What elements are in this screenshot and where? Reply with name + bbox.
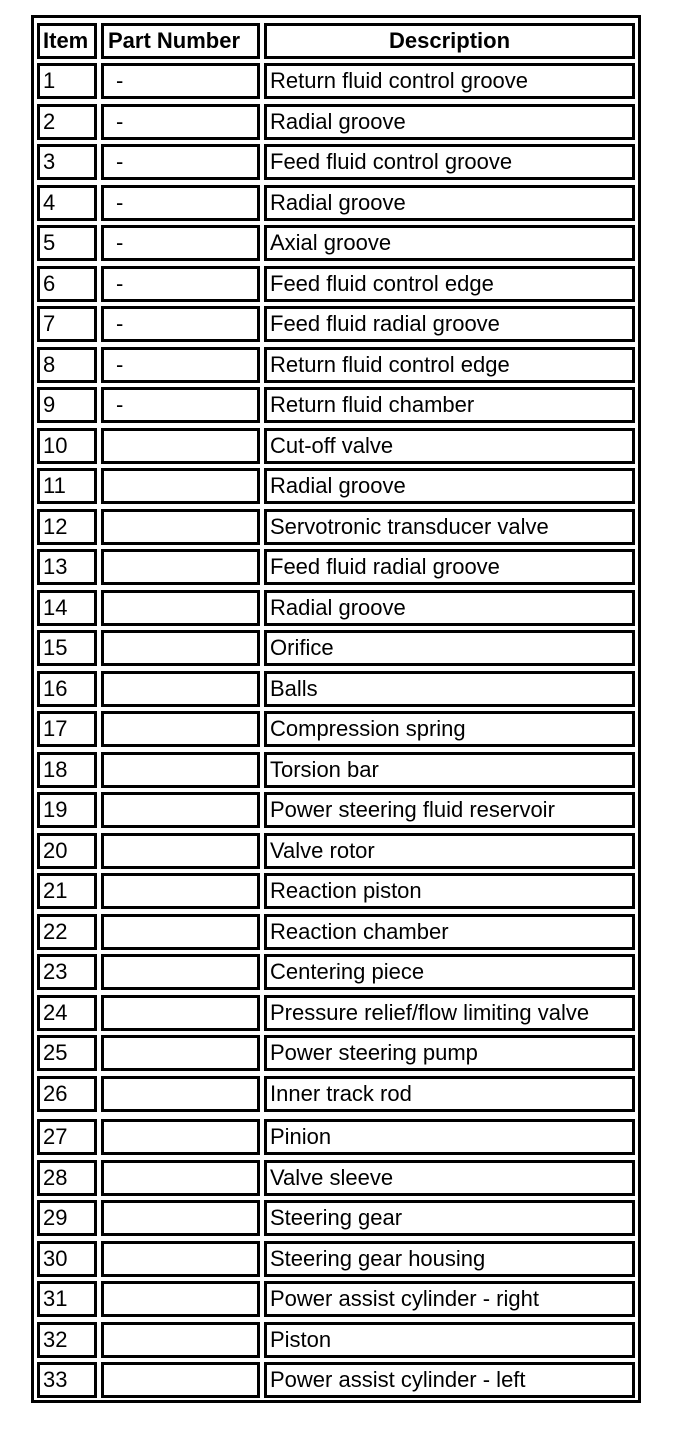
cell-item: 28 xyxy=(37,1160,97,1196)
cell-item: 4 xyxy=(37,185,97,221)
cell-description: Radial groove xyxy=(264,104,635,140)
cell-item: 19 xyxy=(37,792,97,828)
cell-part-number: - xyxy=(101,306,260,342)
cell-item: 1 xyxy=(37,63,97,99)
cell-part-number xyxy=(101,711,260,747)
cell-item: 11 xyxy=(37,468,97,504)
cell-item: 30 xyxy=(37,1241,97,1277)
cell-item: 7 xyxy=(37,306,97,342)
header-part-number: Part Number xyxy=(101,23,260,59)
cell-part-number xyxy=(101,468,260,504)
cell-part-number xyxy=(101,1200,260,1236)
cell-description: Power steering fluid reservoir xyxy=(264,792,635,828)
cell-description: Reaction piston xyxy=(264,873,635,909)
cell-item: 5 xyxy=(37,225,97,261)
cell-description: Power assist cylinder - left xyxy=(264,1362,635,1398)
cell-part-number xyxy=(101,590,260,626)
cell-part-number: - xyxy=(101,225,260,261)
cell-item: 8 xyxy=(37,347,97,383)
cell-part-number: - xyxy=(101,387,260,423)
cell-description: Centering piece xyxy=(264,954,635,990)
cell-part-number xyxy=(101,1119,260,1155)
cell-description: Compression spring xyxy=(264,711,635,747)
cell-description: Return fluid control groove xyxy=(264,63,635,99)
cell-item: 18 xyxy=(37,752,97,788)
cell-part-number xyxy=(101,1160,260,1196)
cell-part-number: - xyxy=(101,185,260,221)
cell-description: Feed fluid radial groove xyxy=(264,306,635,342)
cell-item: 20 xyxy=(37,833,97,869)
cell-item: 6 xyxy=(37,266,97,302)
cell-description: Radial groove xyxy=(264,468,635,504)
cell-part-number xyxy=(101,873,260,909)
cell-item: 22 xyxy=(37,914,97,950)
cell-part-number xyxy=(101,1076,260,1112)
cell-description: Reaction chamber xyxy=(264,914,635,950)
cell-part-number xyxy=(101,671,260,707)
cell-item: 17 xyxy=(37,711,97,747)
cell-item: 21 xyxy=(37,873,97,909)
cell-part-number xyxy=(101,833,260,869)
cell-description: Axial groove xyxy=(264,225,635,261)
cell-item: 3 xyxy=(37,144,97,180)
cell-description: Radial groove xyxy=(264,185,635,221)
cell-part-number xyxy=(101,1322,260,1358)
cell-part-number xyxy=(101,1281,260,1317)
cell-part-number xyxy=(101,995,260,1031)
cell-part-number xyxy=(101,1362,260,1398)
cell-description: Steering gear xyxy=(264,1200,635,1236)
cell-item: 25 xyxy=(37,1035,97,1071)
cell-description: Torsion bar xyxy=(264,752,635,788)
cell-part-number xyxy=(101,549,260,585)
cell-part-number xyxy=(101,509,260,545)
cell-description: Return fluid control edge xyxy=(264,347,635,383)
cell-description: Servotronic transducer valve xyxy=(264,509,635,545)
cell-part-number: - xyxy=(101,104,260,140)
cell-description: Cut-off valve xyxy=(264,428,635,464)
cell-description: Steering gear housing xyxy=(264,1241,635,1277)
cell-item: 12 xyxy=(37,509,97,545)
cell-part-number xyxy=(101,630,260,666)
cell-item: 31 xyxy=(37,1281,97,1317)
cell-item: 10 xyxy=(37,428,97,464)
cell-part-number xyxy=(101,792,260,828)
cell-description: Pinion xyxy=(264,1119,635,1155)
cell-item: 33 xyxy=(37,1362,97,1398)
cell-part-number: - xyxy=(101,144,260,180)
cell-part-number: - xyxy=(101,347,260,383)
cell-description: Balls xyxy=(264,671,635,707)
cell-item: 32 xyxy=(37,1322,97,1358)
cell-item: 24 xyxy=(37,995,97,1031)
cell-description: Inner track rod xyxy=(264,1076,635,1112)
cell-part-number: - xyxy=(101,63,260,99)
cell-item: 13 xyxy=(37,549,97,585)
cell-item: 2 xyxy=(37,104,97,140)
cell-description: Feed fluid radial groove xyxy=(264,549,635,585)
cell-part-number xyxy=(101,914,260,950)
cell-description: Power steering pump xyxy=(264,1035,635,1071)
cell-item: 23 xyxy=(37,954,97,990)
header-description: Description xyxy=(264,23,635,59)
cell-description: Radial groove xyxy=(264,590,635,626)
cell-description: Valve sleeve xyxy=(264,1160,635,1196)
cell-description: Return fluid chamber xyxy=(264,387,635,423)
cell-description: Orifice xyxy=(264,630,635,666)
cell-part-number xyxy=(101,428,260,464)
cell-item: 9 xyxy=(37,387,97,423)
cell-item: 14 xyxy=(37,590,97,626)
header-item: Item xyxy=(37,23,97,59)
cell-item: 26 xyxy=(37,1076,97,1112)
cell-item: 29 xyxy=(37,1200,97,1236)
cell-item: 27 xyxy=(37,1119,97,1155)
cell-part-number xyxy=(101,1241,260,1277)
cell-part-number xyxy=(101,954,260,990)
cell-description: Pressure relief/flow limiting valve xyxy=(264,995,635,1031)
cell-part-number: - xyxy=(101,266,260,302)
cell-description: Piston xyxy=(264,1322,635,1358)
cell-item: 16 xyxy=(37,671,97,707)
cell-description: Power assist cylinder - right xyxy=(264,1281,635,1317)
cell-description: Feed fluid control groove xyxy=(264,144,635,180)
cell-part-number xyxy=(101,752,260,788)
cell-description: Feed fluid control edge xyxy=(264,266,635,302)
cell-item: 15 xyxy=(37,630,97,666)
cell-part-number xyxy=(101,1035,260,1071)
cell-description: Valve rotor xyxy=(264,833,635,869)
